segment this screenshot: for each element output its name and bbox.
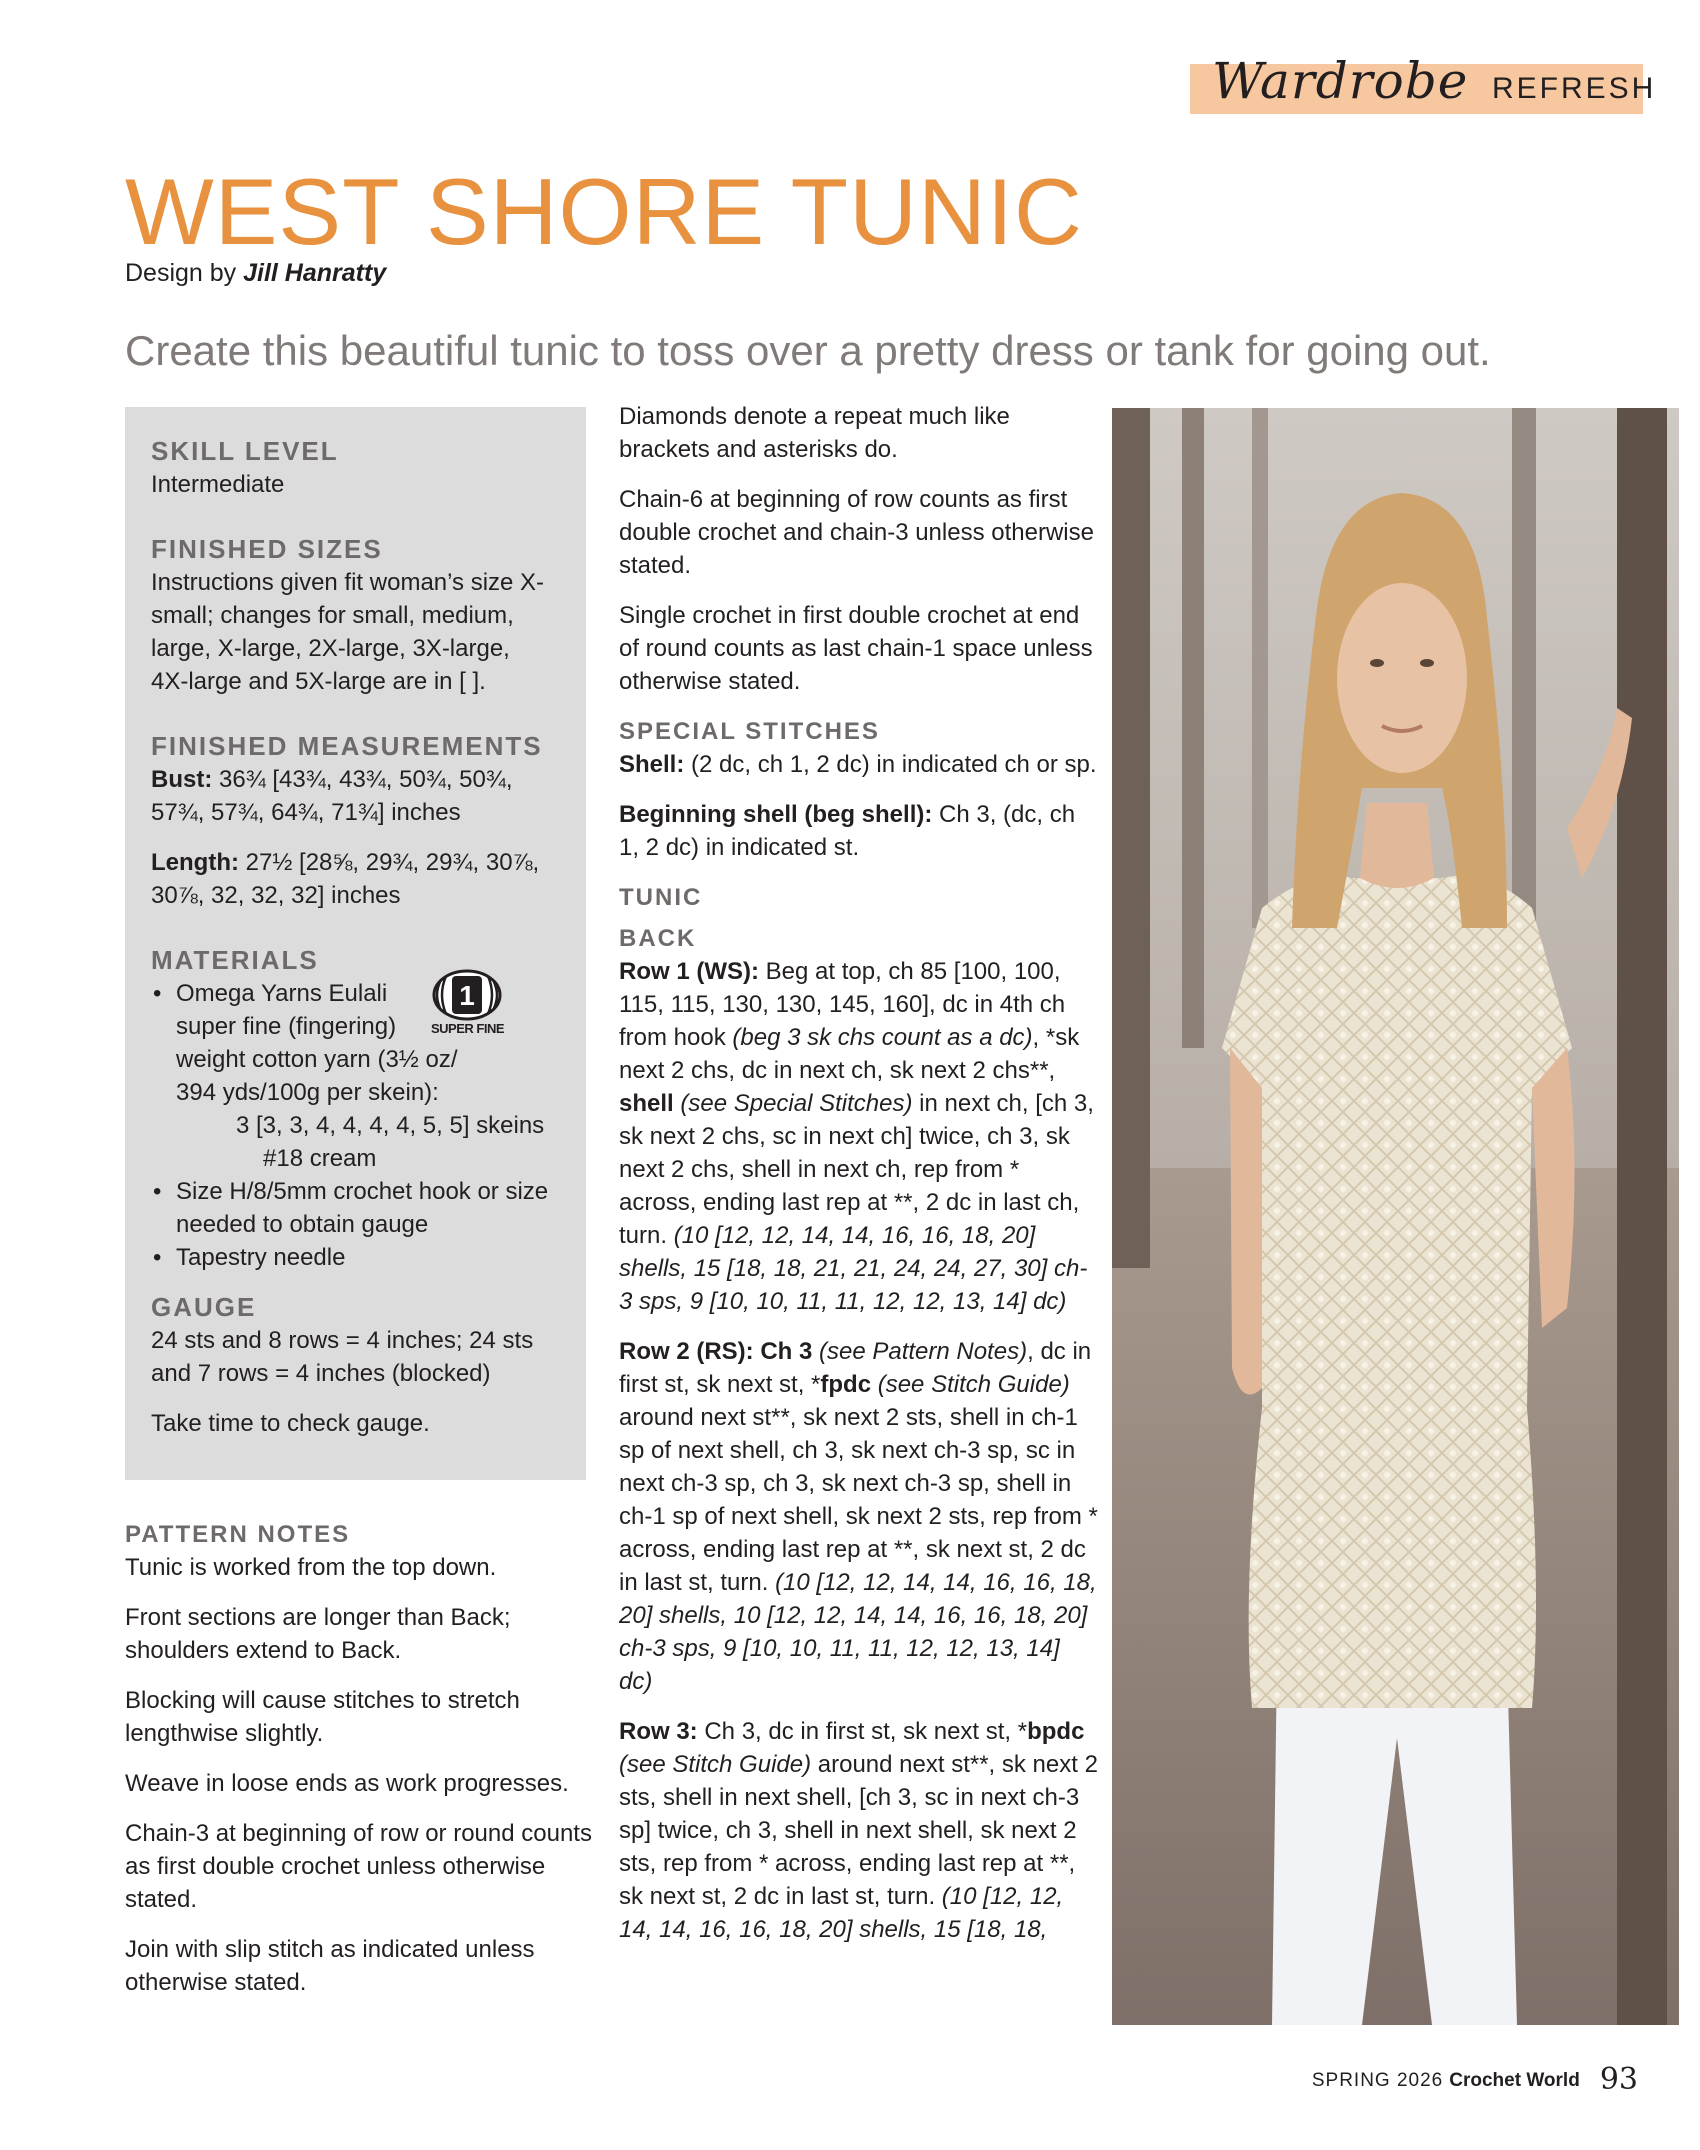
row-text: around next st**, sk next 2 sts, shell in next shell, [ch 3, sc in next ch-3 sp] twice, ch 3, shell in next shell, sk next 2 sts, rep from * across, ending last rep at **, sk next st, 2 dc in last st, turn. [619,1751,1098,1910]
finished-sizes-text: Instructions given fit woman’s size X-small; changes for small, medium, large, X-large, 2X-large, 3X-large, 4X-large and 5X-large are in [ ]. [151,569,545,695]
yarn-line: 394 yds/100g per skein): [176,1079,439,1106]
yarn-line: • Omega Yarns Eulali [176,980,388,1007]
materials-item-needle: • Tapestry needle [151,1241,576,1274]
tunic-heading: TUNIC [619,884,703,911]
page-number: 93 [1599,2062,1638,2097]
row-text: , *sk next 2 chs, dc in next ch, sk next 2 chs**, [619,1024,1080,1084]
row-text: in next ch, [ch 3, sk next 2 chs, sc in next ch] twice, ch 3, sk next 2 chs, shell in next ch, rep from * across, ending last rep at **, 2 dc in last ch, turn. [619,1090,1094,1249]
bust-value: 36¾ [43¾, 43¾, 50¾, 50¾, 57¾, 57¾, 64¾, 71¾] inches [151,766,513,826]
pattern-notes [125,1518,595,2016]
section-tag-word: REFRESH [1492,72,1657,105]
issue-label: SPRING 2026 [1311,2070,1444,2091]
pattern-note: Chain-3 at beginning of row or round counts as first double crochet unless otherwise stated. [125,1820,592,1913]
shell-text: (2 dc, ch 1, 2 dc) in indicated ch or sp. [684,751,1097,778]
row-count: (10 [12, 12, 14, 14, 16, 16, 18, 20] shells, 15 [18, 18, [619,1883,1064,1943]
pattern-note: Single crochet in first double crochet at end of round counts as last chain-1 space unless otherwise stated. [619,602,1093,695]
yarn-weight-icon [430,968,505,1040]
row-note: (beg 3 sk chs count as a dc) [732,1024,1033,1051]
length-measurement [151,846,561,912]
bust-label: Bust: [151,766,213,793]
shell-stitch [619,748,1099,781]
beg-shell-stitch [619,798,1099,864]
materials-item-hook: • Size H/8/5mm crochet hook or size needed to obtain gauge [151,1175,576,1241]
yarn-line: super fine (fingering) [176,1013,397,1040]
row-note: (see Stitch Guide) [619,1751,812,1778]
pattern-note: Front sections are longer than Back; shoulders extend to Back. [125,1604,511,1664]
length-value: 27½ [28⅝, 29¾, 29¾, 30⅞, 30⅞, 32, 32, 32] inches [151,849,540,909]
byline [125,259,386,288]
back-heading: BACK [619,925,697,952]
row-count: (10 [12, 12, 14, 14, 16, 16, 18, 20] shells, 10 [12, 12, 14, 14, 16, 16, 18, 20] ch-3 sps, 9 [10, 10, 11, 11, 12, 12, 13, 14] dc) [619,1569,1097,1695]
materials-list-tools [151,1175,576,1274]
pattern-note: Chain-6 at beginning of row counts as first double crochet and chain-3 unless otherwise stated. [619,486,1094,579]
skill-level-heading: SKILL LEVEL [151,436,339,466]
yarn-weight-number: 1 [459,980,475,1011]
beg-shell-text: Ch 3, (dc, ch 1, 2 dc) in indicated st. [619,801,1076,861]
pattern-note: Diamonds denote a repeat much like brackets and asterisks do. [619,403,1010,463]
pattern-note: Weave in loose ends as work progresses. [125,1770,569,1797]
yarn-color: #18 cream [263,1145,377,1172]
stitch-term: bpdc [1027,1718,1085,1745]
yarn-skeins: 3 [3, 3, 4, 4, 4, 4, 5, 5] skeins [236,1112,545,1139]
page-title: WEST SHORE TUNIC [125,159,1083,264]
yarn-weight-label: SUPER FINE [430,1021,504,1036]
pattern-note: Blocking will cause stitches to stretch lengthwise slightly. [125,1687,520,1747]
stitch-term: shell [619,1090,674,1117]
finished-sizes-heading: FINISHED SIZES [151,534,383,564]
yarn-line: weight cotton yarn (3½ oz/ [176,1046,458,1073]
designer-name: Jill Hanratty [243,259,387,287]
row-2-instructions [619,1335,1099,1698]
materials-item-yarn [151,977,576,1109]
row-text: Beg at top, ch 85 [100, 100, 115, 115, 130, 130, 145, 160], dc in 4th ch from hook [619,958,1066,1051]
materials-list [151,977,576,1109]
row-1-instructions [619,955,1099,1318]
pattern-notes-heading: PATTERN NOTES [125,1521,351,1548]
row-3-label: Row 3: [619,1718,698,1745]
tagline: Create this beautiful tunic to toss over a pretty dress or tank for going out. [125,327,1491,374]
skill-level-value: Intermediate [151,471,285,498]
stitch-term: fpdc [820,1371,872,1398]
special-stitches-heading: SPECIAL STITCHES [619,718,880,745]
shell-label: Shell: [619,751,685,778]
magazine-name: Crochet World [1449,2070,1580,2091]
byline-prefix: Design by [125,259,244,287]
page-footer [1312,2062,1638,2097]
row-count: (10 [12, 12, 14, 14, 16, 16, 18, 20] shells, 15 [18, 18, 21, 21, 24, 24, 27, 30] ch-3 sps, 9 [10, 10, 11, 11, 12, 12, 13, 14] dc) [619,1222,1088,1315]
finished-measurements-heading: FINISHED MEASUREMENTS [151,731,543,761]
beg-shell-label: Beginning shell (beg shell): [619,801,933,828]
row-note: (see Special Stitches) [673,1090,913,1117]
model-photo [1112,408,1679,2025]
gauge-note: Take time to check gauge. [151,1410,430,1437]
row-text: around next st**, sk next 2 sts, shell in ch-1 sp of next shell, ch 3, sk next ch-3 sp, sc in next ch-3 sp, ch 3, sk next ch-3 sp, shell in ch-1 sp of next shell, sk next 2 sts, rep from * across, ending last rep at **, sk next st, 2 dc in last st, turn. [619,1404,1098,1596]
row-note: (see Pattern Notes) [812,1338,1028,1365]
row-text: , dc in first st, sk next st, * [619,1338,1092,1398]
pattern-note: Tunic is worked from the top down. [125,1554,497,1581]
bust-measurement [151,763,561,829]
materials-heading: MATERIALS [151,945,319,975]
section-tag-script: Wardrobe [1212,52,1469,110]
section-tag [1190,52,1657,114]
gauge-heading: GAUGE [151,1292,257,1322]
materials-sidebar [125,407,586,1480]
row-note: (see Stitch Guide) [871,1371,1070,1398]
row-2-label: Row 2 (RS): Ch 3 [619,1338,813,1365]
gauge-text: 24 sts and 8 rows = 4 inches; 24 sts and 7 rows = 4 inches (blocked) [151,1327,534,1387]
pattern-note: Join with slip stitch as indicated unless otherwise stated. [125,1936,535,1996]
row-text: Ch 3, dc in first st, sk next st, * [697,1718,1028,1745]
row-1-label: Row 1 (WS): [619,958,759,985]
row-3-instructions [619,1715,1099,1946]
instructions-column [619,400,1099,1963]
length-label: Length: [151,849,239,876]
